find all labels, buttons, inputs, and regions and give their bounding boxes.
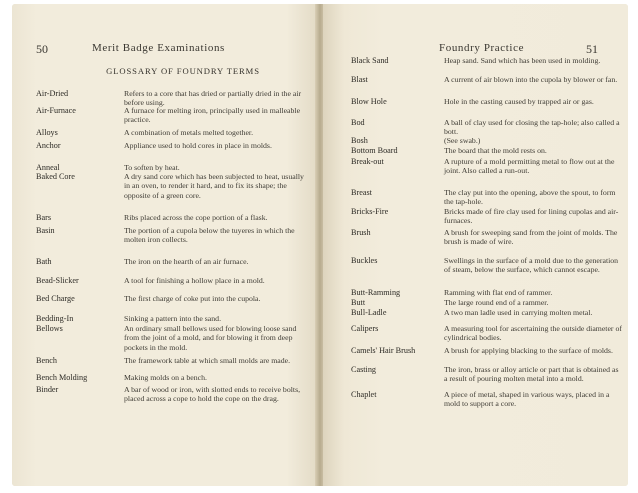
glossary-term: Bosh	[351, 136, 368, 145]
glossary-definition: A two man ladle used in carrying molten metal.	[444, 308, 593, 317]
glossary-definition: (See swab.)	[444, 136, 481, 145]
glossary-definition: The portion of a cupola below the tuyeres in which the molten iron collects.	[124, 226, 295, 245]
glossary-definition: The large round end of a rammer.	[444, 298, 549, 307]
glossary-definition: A brush for applying blacking to the surface of molds.	[444, 346, 613, 355]
glossary-definition: A bar of wood or iron, with slotted ends to receive bolts, placed across a cope to hold the cope on the drag.	[124, 385, 301, 404]
glossary-definition: A rupture of a mold permitting metal to flow out at the joint. Also called a run-out.	[444, 157, 615, 176]
glossary-term: Bed Charge	[36, 294, 75, 303]
glossary-term: Bath	[36, 257, 52, 266]
glossary-definition: The framework table at which small molds are made.	[124, 356, 291, 365]
glossary-term: Buckles	[351, 256, 378, 265]
glossary-definition: The iron on the hearth of an air furnace.	[124, 257, 249, 266]
glossary-definition: Appliance used to hold cores in place in molds.	[124, 141, 272, 150]
glossary-term: Basin	[36, 226, 55, 235]
glossary-term: Bull-Ladle	[351, 308, 387, 317]
glossary-term: Break-out	[351, 157, 384, 166]
glossary-definition: A tool for finishing a hollow place in a mold.	[124, 276, 265, 285]
glossary-term: Chaplet	[351, 390, 377, 399]
glossary-term: Air-Furnace	[36, 106, 76, 115]
glossary-term: Blow Hole	[351, 97, 387, 106]
glossary-definition: Making molds on a bench.	[124, 373, 207, 382]
glossary-term: Calipers	[351, 324, 379, 333]
glossary-definition: A combination of metals melted together.	[124, 128, 254, 137]
glossary-definition: Swellings in the surface of a mold due to the generation of steam, below the surface, which cannot escape.	[444, 256, 619, 275]
glossary-definition: A dry sand core which has been subjected to heat, usually in an oven, to render it hard, and to fix its shape; the opposite of a green core.	[124, 172, 304, 200]
glossary-term: Brush	[351, 228, 371, 237]
glossary-term: Black Sand	[351, 56, 389, 65]
glossary-definition: The clay put into the opening, above the spout, to form the tap-hole.	[444, 188, 616, 207]
glossary-term: Bench	[36, 356, 57, 365]
glossary-definition: The first charge of coke put into the cupola.	[124, 294, 261, 303]
open-book	[12, 4, 628, 486]
glossary-definition: Bricks made of fire clay used for lining cupolas and air-furnaces.	[444, 207, 619, 226]
glossary-definition: Heap sand. Sand which has been used in molding.	[444, 56, 601, 65]
glossary-term: Bod	[351, 118, 365, 127]
glossary-definition: A current of air blown into the cupola by blower or fan.	[444, 75, 618, 84]
glossary-definition: The board that the mold rests on.	[444, 146, 547, 155]
glossary-term: Bench Molding	[36, 373, 88, 382]
glossary-term: Blast	[351, 75, 368, 84]
running-head: Merit Badge Examinations	[92, 42, 225, 54]
glossary-title: GLOSSARY OF FOUNDRY TERMS	[106, 66, 260, 76]
glossary-term: Baked Core	[36, 172, 75, 181]
glossary-definition: A piece of metal, shaped in various ways, placed in a mold to support a core.	[444, 390, 610, 409]
glossary-term: Anneal	[36, 163, 60, 172]
glossary-definition: Refers to a core that has dried or partially dried in the air before using.	[124, 89, 302, 108]
glossary-definition: The iron, brass or alloy article or part that is obtained as a result of pouring molten metal into a mold.	[444, 365, 619, 384]
glossary-term: Bellows	[36, 324, 63, 333]
glossary-term: Casting	[351, 365, 377, 374]
glossary-definition: A ball of clay used for closing the tap-hole; also called a bott.	[444, 118, 620, 137]
glossary-term: Air-Dried	[36, 89, 69, 98]
glossary-definition: A brush for sweeping sand from the joint of molds. The brush is made of wire.	[444, 228, 618, 247]
glossary-definition: A furnace for melting iron, principally used in malleable practice.	[124, 106, 301, 125]
glossary-term: Butt	[351, 298, 366, 307]
glossary-definition: A measuring tool for ascertaining the outside diameter of cylindrical bodies.	[444, 324, 622, 343]
glossary-definition: Sinking a pattern into the sand.	[124, 314, 222, 323]
page-number: 50	[36, 42, 48, 56]
glossary-term: Anchor	[36, 141, 61, 150]
glossary-term: Camels' Hair Brush	[351, 346, 416, 355]
glossary-term: Alloys	[36, 128, 58, 137]
left-page	[12, 4, 317, 486]
glossary-term: Bedding-In	[36, 314, 74, 323]
glossary-term: Bars	[36, 213, 52, 222]
glossary-term: Bricks-Fire	[351, 207, 389, 216]
glossary-definition: Ramming with flat end of rammer.	[444, 288, 553, 297]
glossary-term: Breast	[351, 188, 372, 197]
glossary-term: Butt-Ramming	[351, 288, 401, 297]
glossary-term: Binder	[36, 385, 59, 394]
glossary-term: Bead-Slicker	[36, 276, 79, 285]
glossary-definition: Hole in the casting caused by trapped air or gas.	[444, 97, 594, 106]
right-page	[323, 4, 628, 486]
glossary-definition: To soften by heat.	[124, 163, 180, 172]
running-head: Foundry Practice	[439, 42, 525, 54]
glossary-definition: Ribs placed across the cope portion of a flask.	[124, 213, 268, 222]
glossary-term: Bottom Board	[351, 146, 398, 155]
page-number: 51	[586, 42, 598, 56]
glossary-definition: An ordinary small bellows used for blowing loose sand from the joint of a mold, and for blowing it from deep pockets in the mold.	[124, 324, 297, 352]
